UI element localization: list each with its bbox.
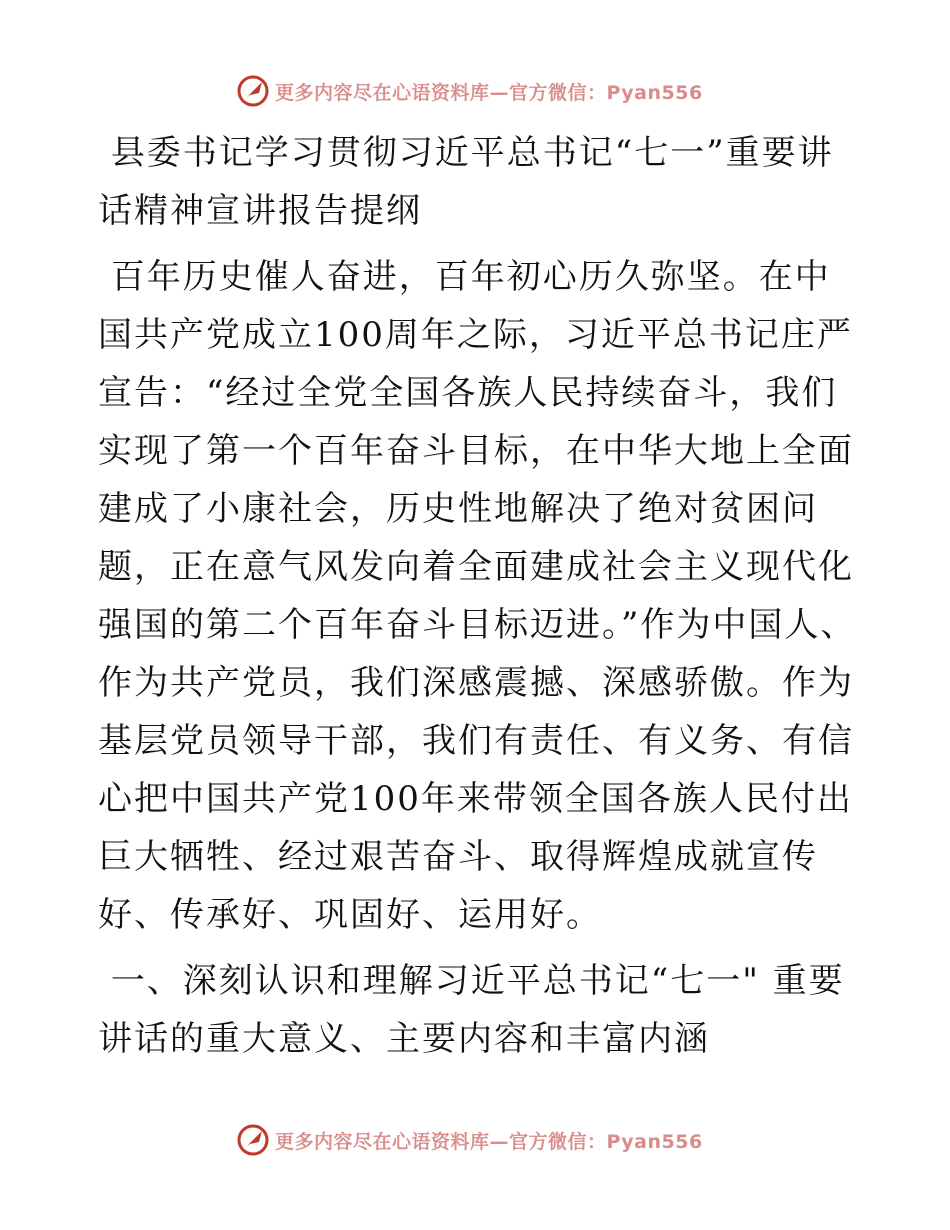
watermark-header	[235, 73, 703, 109]
document-body	[98, 124, 858, 1068]
body-paragraph: 百年历史催人奋进，百年初心历久弥坚。在中国共产党成立100周年之际，习近平总书记庄严宣告：“经过全党全国各族人民持续奋斗，我们实现了第一个百年奋斗目标，在中华大地上全面建成了小康社会，历史性地解决了绝对贫困问题，正在意气风发向着全面建成社会主义现代化强国的第二个百年奋斗目标迈进。”作为中国人、作为共产党员，我们深感震撼、深感骄傲。作为基层党员领导干部，我们有责任、有义务、有信心把中国共产党100年来带领全国各族人民付出巨大牺牲、经过艰苦奋斗、取得辉煌成就宣传好、传承好、巩固好、运用好。	[98, 257, 857, 935]
watermark-text: 更多内容尽在心语资料库—官方微信：Pyan556	[275, 1130, 703, 1153]
section-heading: 一、深刻认识和理解习近平总书记“七一" 重要讲话的重大意义、主要内容和丰富内涵	[98, 961, 845, 1059]
watermark-footer	[235, 1122, 703, 1158]
quill-logo-icon	[235, 1122, 271, 1158]
document-title: 县委书记学习贯彻习近平总书记“七一”重要讲话精神宣讲报告提纲	[98, 133, 834, 231]
quill-logo-icon	[235, 73, 271, 109]
watermark-text: 更多内容尽在心语资料库—官方微信：Pyan556	[275, 81, 703, 104]
